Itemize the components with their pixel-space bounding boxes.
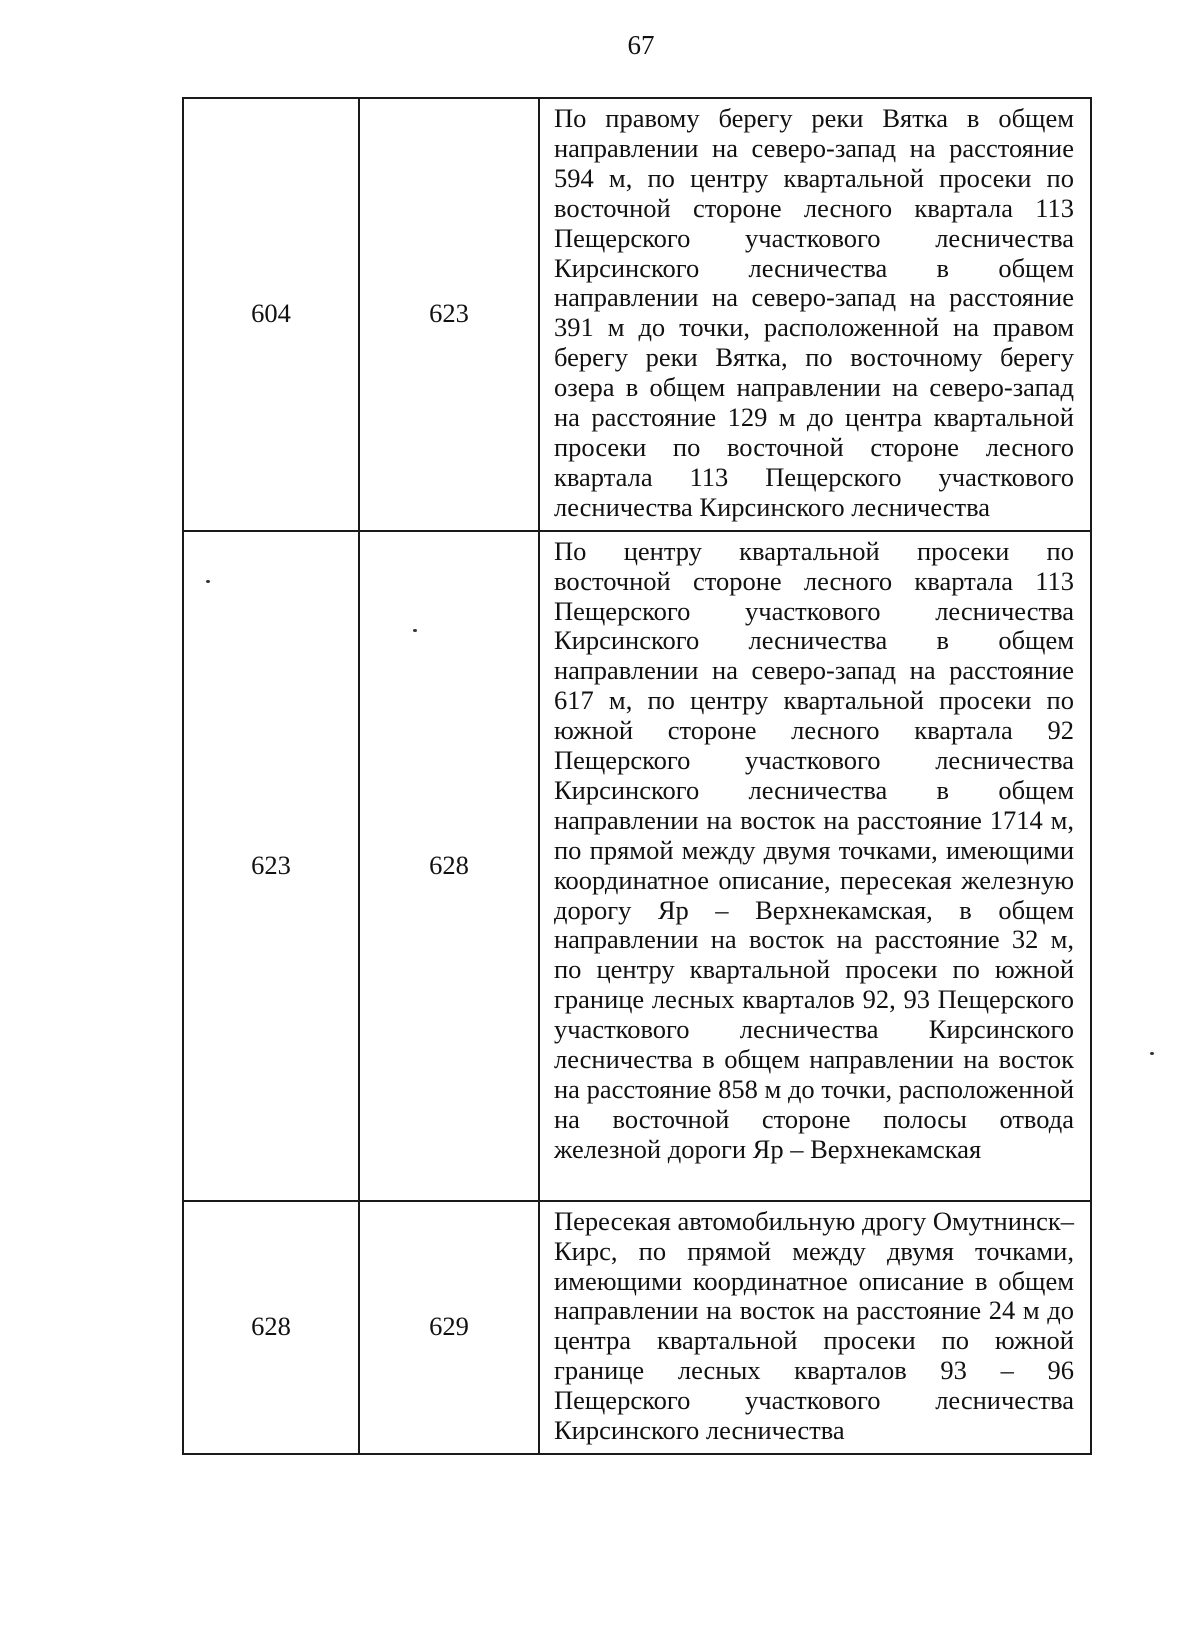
table-row: [183, 1201, 1091, 1454]
end-point-cell: 623: [359, 98, 539, 531]
table-row: [183, 531, 1091, 1201]
end-point-cell: 629: [359, 1201, 539, 1454]
scan-speck: [413, 629, 417, 632]
start-point-cell: 623: [183, 531, 359, 1201]
scan-speck: [1150, 1052, 1154, 1055]
boundary-description-cell: По правому берегу реки Вятка в общем направлении на северо-запад на расстояние 594 м, по центру квартальной просеки по восточной стороне лесного квартала 113 Пещерского участкового лесничества Кирсинского лесничества в общем направлении на северо-запад на расстояние 391 м до точки, расположенной на правом берегу реки Вятка, по восточному берегу озера в общем направлении на северо-запад на расстояние 129 м до центра квартальной просеки по восточной стороне лесного квартала 113 Пещерского участкового лесничества Кирсинского лесничества: [539, 98, 1091, 531]
page-number: 67: [627, 30, 655, 60]
boundary-description-cell: Пересекая автомобильную дрогу Омутнинск– Кирс, по прямой между двумя точками, имеющими координатное описание в общем направлении на восток на расстояние 24 м до центра квартальной просеки по южной границе лесных кварталов 93 – 96 Пещерского участкового лесничества Кирсинского лесничества: [539, 1201, 1091, 1454]
start-point-cell: 628: [183, 1201, 359, 1454]
scan-speck: [206, 580, 210, 583]
boundary-description-table: [182, 97, 1092, 1455]
start-point-cell: 604: [183, 98, 359, 531]
table-row: [183, 98, 1091, 531]
boundary-description-cell: По центру квартальной просеки по восточной стороне лесного квартала 113 Пещерского участкового лесничества Кирсинского лесничества в общем направлении на северо-запад на расстояние 617 м, по центру квартальной просеки по южной стороне лесного квартала 92 Пещерского участкового лесничества Кирсинского лесничества в общем направлении на восток на расстояние 1714 м, по прямой между двумя точками, имеющими координатное описание, пересекая железную дорогу Яр – Верхнекамская, в общем направлении на восток на расстояние 32 м, по центру квартальной просеки по южной границе лесных кварталов 92, 93 Пещерского участкового лесничества Кирсинского лесничества в общем направлении на восток на расстояние 858 м до точки, расположенной на восточной стороне полосы отвода железной дороги Яр – Верхнекамская: [539, 531, 1091, 1201]
end-point-cell: 628: [359, 531, 539, 1201]
